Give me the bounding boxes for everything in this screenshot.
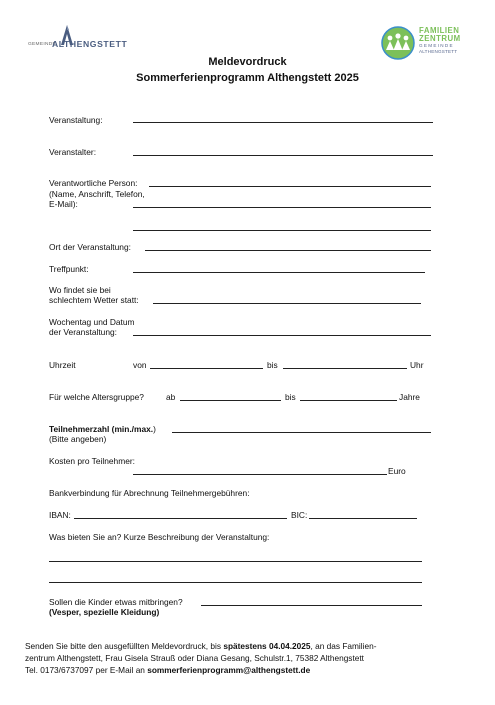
label-wetter-1: Wo findet sie bei	[49, 285, 111, 295]
field-datum[interactable]	[133, 335, 431, 336]
field-wetter[interactable]	[153, 303, 421, 304]
field-veranstalter[interactable]	[133, 155, 433, 156]
field-uhrzeit-von[interactable]	[150, 368, 263, 369]
field-uhrzeit-bis[interactable]	[283, 368, 407, 369]
label-veranstalter: Veranstalter:	[49, 147, 97, 157]
field-beschreibung-2[interactable]	[49, 582, 422, 583]
label-vesper: (Vesper, spezielle Kleidung)	[49, 607, 160, 617]
label-wetter-2: schlechtem Wetter statt:	[49, 295, 139, 305]
label-ort: Ort der Veranstaltung:	[49, 242, 131, 252]
label-treffpunkt: Treffpunkt:	[49, 264, 89, 274]
field-person-1[interactable]	[149, 186, 431, 187]
label-altersgruppe: Für welche Altersgruppe?	[49, 392, 144, 402]
logo-althengstett-text: ALTHENGSTETT	[52, 39, 128, 49]
label-bitte-angeben: (Bitte angeben)	[49, 434, 107, 444]
field-mitbringen[interactable]	[201, 605, 422, 606]
label-uhr: Uhr	[410, 360, 424, 370]
footer-line-2: zentrum Althengstett, Frau Gisela Strauß oder Diana Gesang, Schulstr.1, 75382 Althengstett	[25, 653, 364, 663]
footer-line-1: Senden Sie bitte den ausgefüllten Meldevordruck, bis spätestens 04.04.2025, an das Familien-	[25, 641, 377, 651]
field-ort[interactable]	[145, 250, 431, 251]
familienzentrum-logo	[381, 26, 476, 60]
label-datum-2: der Veranstaltung:	[49, 327, 117, 337]
gemeinde-logo	[28, 24, 128, 54]
label-iban: IBAN:	[49, 510, 71, 520]
label-bic: BIC:	[291, 510, 308, 520]
logo-gemeinde-text: GEMEINDE	[28, 42, 56, 47]
field-iban[interactable]	[74, 518, 287, 519]
logo-althengstett-small: ALTHENGSTETT	[419, 48, 458, 54]
field-teilnehmerzahl[interactable]	[172, 432, 431, 433]
field-treffpunkt[interactable]	[133, 272, 425, 273]
label-teilnehmerzahl: Teilnehmerzahl (min./max.)	[49, 424, 156, 434]
label-veranstaltung: Veranstaltung:	[49, 115, 103, 125]
field-kosten[interactable]	[133, 474, 387, 475]
label-person: Verantwortliche Person:	[49, 178, 138, 188]
label-bankverbindung: Bankverbindung für Abrechnung Teilnehmergebühren:	[49, 488, 250, 498]
logo-gemeinde-small: GEMEINDE	[419, 43, 454, 48]
family-figures-icon	[381, 26, 415, 60]
label-kosten: Kosten pro Teilnehmer:	[49, 456, 135, 466]
field-alter-bis[interactable]	[300, 400, 397, 401]
label-uhrzeit: Uhrzeit	[49, 360, 76, 370]
label-ab: ab	[166, 392, 176, 402]
label-alter-bis: bis	[285, 392, 296, 402]
label-beschreibung: Was bieten Sie an? Kurze Beschreibung der Veranstaltung:	[49, 532, 270, 542]
field-alter-ab[interactable]	[180, 400, 281, 401]
label-jahre: Jahre	[399, 392, 420, 402]
page-subtitle: Sommerferienprogramm Althengstett 2025	[136, 72, 359, 84]
label-von: von	[133, 360, 147, 370]
footer-line-3: Tel. 0173/6737097 per E-Mail an sommerferienprogramm@althengstett.de	[25, 665, 311, 675]
label-person-email: E-Mail):	[49, 199, 78, 209]
field-bic[interactable]	[309, 518, 417, 519]
field-person-3[interactable]	[133, 230, 431, 231]
logo-zentrum-text: ZENTRUM	[419, 34, 461, 43]
label-bis: bis	[267, 360, 278, 370]
field-beschreibung-1[interactable]	[49, 561, 422, 562]
label-datum-1: Wochentag und Datum	[49, 317, 135, 327]
label-euro: Euro	[388, 466, 406, 476]
field-person-2[interactable]	[133, 207, 431, 208]
logo-familien-text: FAMILIEN	[419, 26, 460, 35]
label-person-detail: (Name, Anschrift, Telefon,	[49, 189, 145, 199]
label-mitbringen: Sollen die Kinder etwas mitbringen?	[49, 597, 183, 607]
footer-email[interactable]: sommerferienprogramm@althengstett.de	[147, 665, 311, 675]
page-title: Meldevordruck	[208, 56, 287, 68]
field-veranstaltung[interactable]	[133, 122, 433, 123]
